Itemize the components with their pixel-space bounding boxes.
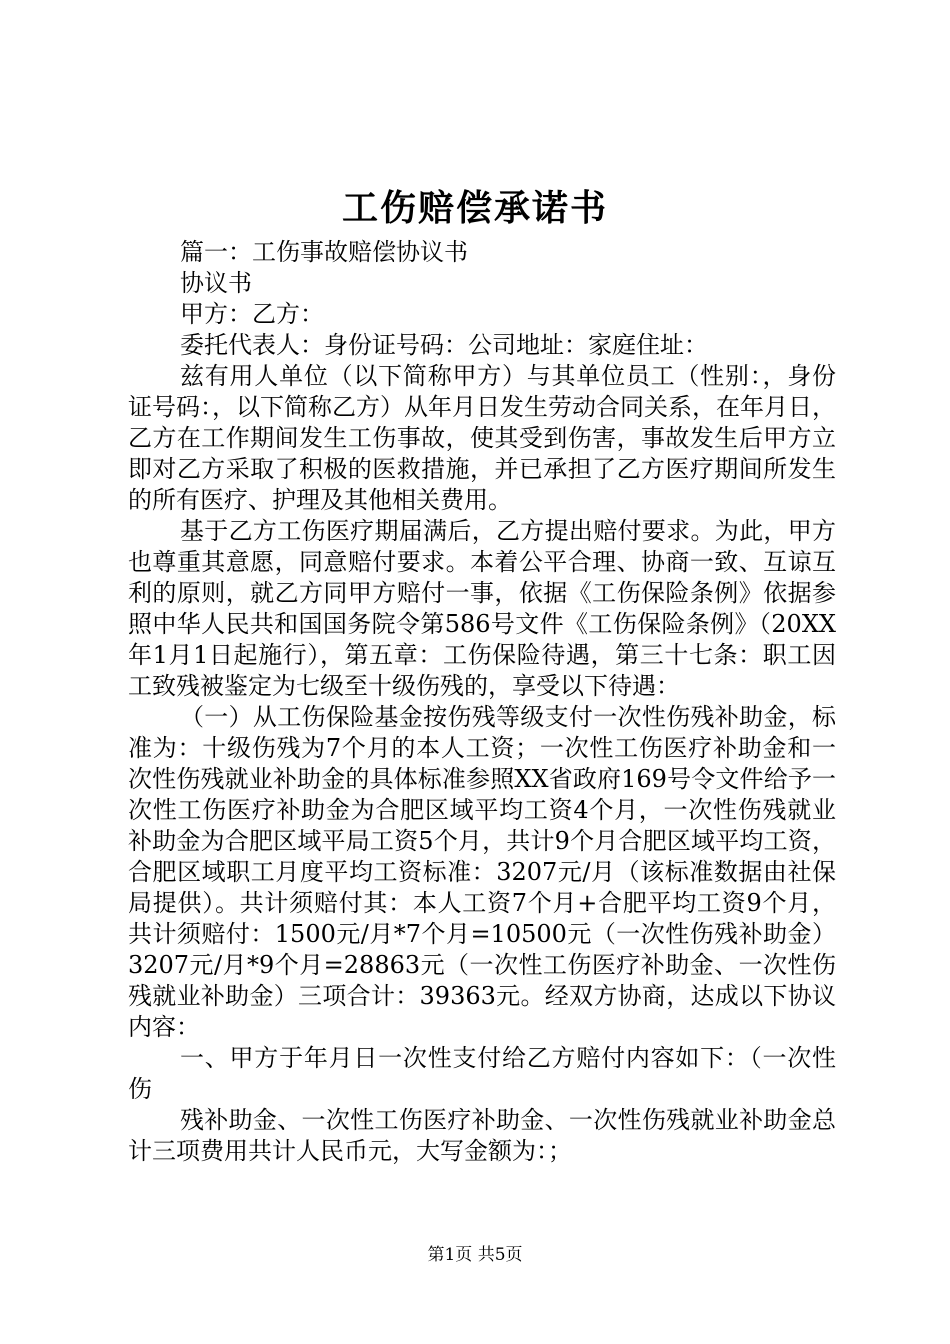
- representative-line: 委托代表人：身份证号码：公司地址：家庭住址：: [180, 331, 708, 359]
- agreement-heading: 协议书: [180, 269, 252, 297]
- paragraph-basis: 基于乙方工伤医疗期届满后，乙方提出赔付要求。为此，甲方也尊重其意愿，同意赔付要求。本着公平合理、协商一致、互谅互利的原则，就乙方同甲方赔付一事，依据《工伤保险条例》依据参照中华人民共和国国务院令第586号文件《工伤保险条例》（20XX年1月1日起施行），第五章：工伤保险待遇，第三十七条：职工因工致残被鉴定为七级至十级伤残的，享受以下待遇：: [128, 517, 836, 700]
- paragraph-background: 兹有用人单位（以下简称甲方）与其单位员工（性别：，身份证号码：，以下简称乙方）从年月日发生劳动合同关系，在年月日，乙方在工作期间发生工伤事故，使其受到伤害，事故发生后甲方立即对乙方采取了积极的医救措施，并已承担了乙方医疗期间所发生的所有医疗、护理及其他相关费用。: [128, 362, 836, 514]
- document-body: [128, 237, 836, 1167]
- paragraph-clause-one: 一、甲方于年月日一次性支付给乙方赔付内容如下：（一次性伤: [128, 1044, 836, 1103]
- paragraph-compensation: （一）从工伤保险基金按伤残等级支付一次性伤残补助金，标准为：十级伤残为7个月的本人工资；一次性工伤医疗补助金和一次性伤残就业补助金的具体标准参照XX省政府169号令文件给予一次性工伤医疗补助金为合肥区域平均工资4个月，一次性伤残就业补助金为合肥区域平局工资5个月，共计9个月合肥区域平均工资，合肥区域职工月度平均工资标准：3207元/月（该标准数据由社保局提供）。共计须赔付其：本人工资7个月+合肥平均工资9个月，共计须赔付：1500元/月*7个月=10500元（一次性伤残补助金）3207元/月*9个月=28863元（一次性工伤医疗补助金、一次性伤残就业补助金）三项合计：39363元。经双方协商，达成以下协议内容：: [128, 703, 836, 1041]
- page-footer: 第1页 共5页: [427, 1245, 523, 1265]
- document-title: 工伤赔偿承诺书: [341, 187, 608, 229]
- section-heading: 篇一：工伤事故赔偿协议书: [180, 238, 468, 266]
- parties-line: 甲方：乙方：: [180, 300, 324, 328]
- paragraph-clause-one-continued: 残补助金、一次性工伤医疗补助金、一次性伤残就业补助金总计三项费用共计人民币元，大写金额为：；: [128, 1106, 836, 1165]
